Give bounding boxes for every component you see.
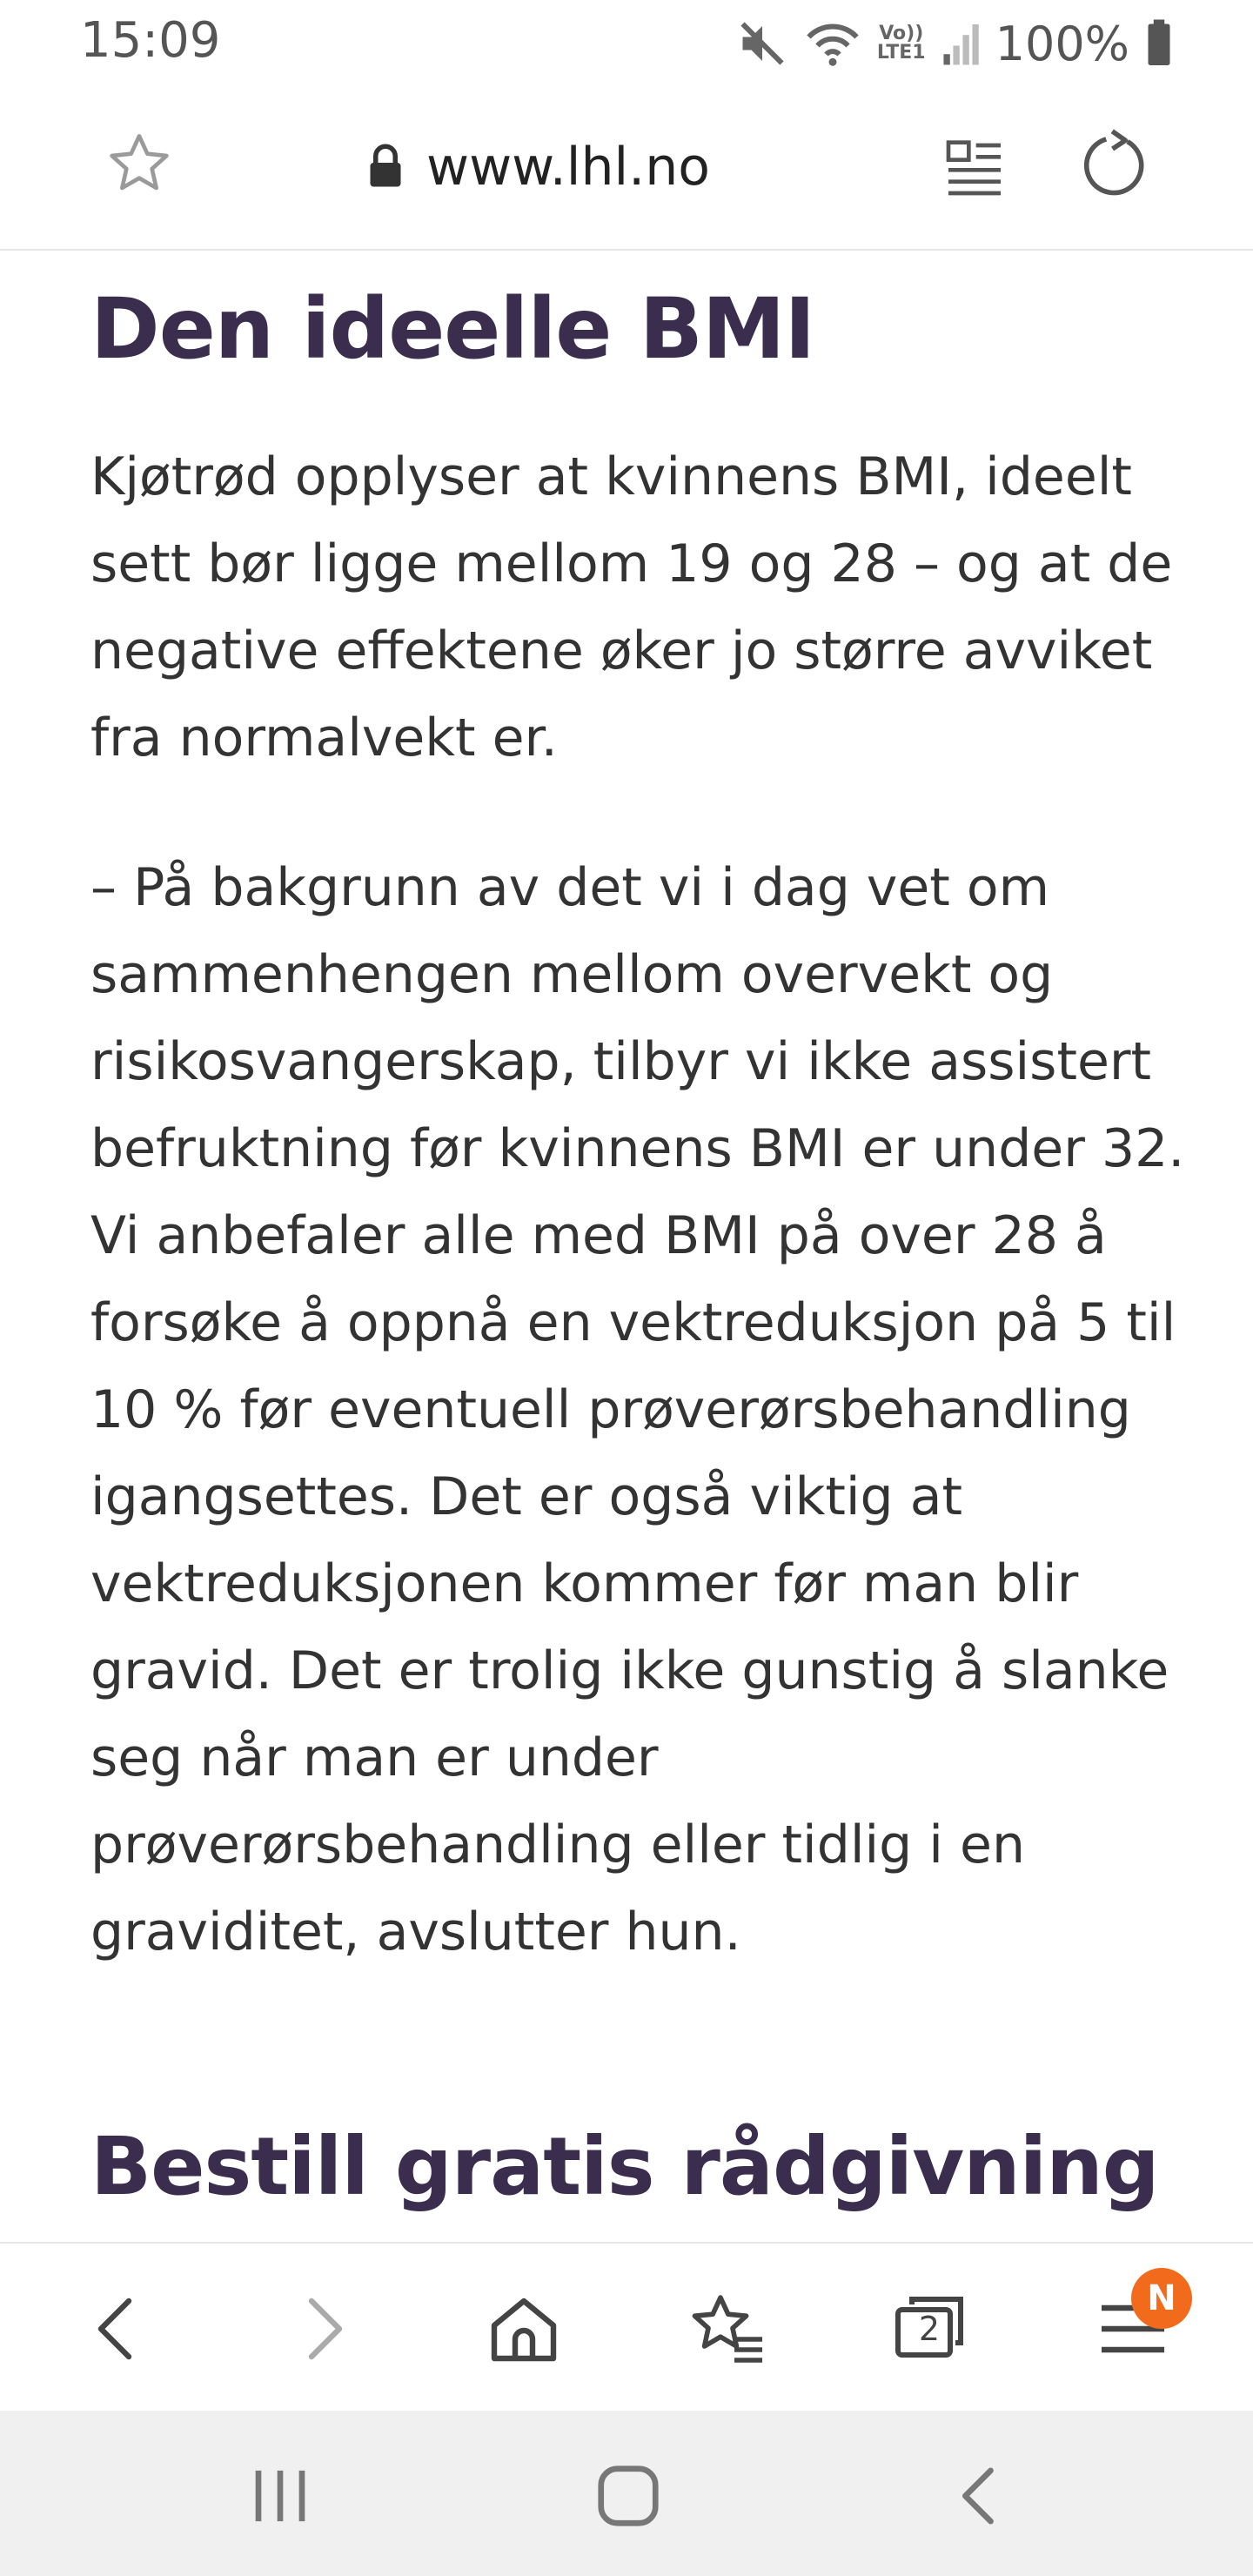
wifi-icon: [804, 17, 861, 70]
article-subheading: Bestill gratis rådgivning: [90, 2120, 1159, 2213]
article: [0, 251, 1253, 2242]
recent-apps-icon[interactable]: [237, 2452, 324, 2539]
nav-back-icon[interactable]: [936, 2452, 1023, 2539]
status-icons: [736, 12, 1173, 75]
star-icon[interactable]: [104, 129, 174, 198]
browser-toolbar: [0, 2242, 1253, 2412]
tabs-count: 2: [918, 2310, 941, 2348]
signal-icon: [941, 17, 980, 70]
battery-percent: 100%: [995, 16, 1129, 71]
forward-icon[interactable]: [280, 2287, 364, 2371]
bookmarks-icon[interactable]: [686, 2287, 769, 2371]
url-bar: [0, 87, 1253, 251]
article-heading: Den ideelle BMI: [90, 280, 815, 378]
lock-icon: [365, 141, 405, 193]
article-paragraph-2: – På bakgrunn av det vi i dag vet om sammenhengen mellom overvekt og risikosvangerskap, tilbyr vi ikke assistert befruktning før kvinnens BMI er under 32. Vi anbefaler alle med BMI på over 28 å forsøke å oppnå en vektreduksjon på 5 til 10 % før eventuell prøverørsbehandling igangsettes. Det er også viktig at vektreduksjonen kommer før man blir gravid. Det er trolig ikke gunstig å slanke seg når man er under prøverørsbehandling eller tidlig i en graviditet, avslutter hun.: [90, 857, 1185, 1962]
mute-icon: [736, 17, 788, 70]
volte-label: Vo)): [879, 23, 924, 44]
system-nav-bar: [0, 2411, 1253, 2576]
lte-label: LTE1: [876, 42, 926, 64]
nav-home-icon[interactable]: [585, 2452, 672, 2539]
reader-mode-icon[interactable]: [940, 132, 1009, 202]
battery-icon: [1145, 17, 1173, 70]
article-paragraph-1: Kjøtrød opplyser at kvinnens BMI, ideelt sett bør ligge mellom 19 og 28 – og at de negative effektene øker jo større avviket fra normalvekt er.: [90, 446, 1173, 768]
menu-badge: N: [1131, 2268, 1192, 2329]
address-field[interactable]: [365, 132, 710, 202]
status-time: 15:09: [80, 12, 221, 69]
url-domain: www.lhl.no: [426, 137, 710, 198]
volte-lte-icon: [877, 24, 926, 63]
home-icon[interactable]: [482, 2287, 566, 2371]
status-bar: [0, 0, 1253, 87]
reload-icon[interactable]: [1077, 129, 1150, 202]
back-icon[interactable]: [77, 2287, 160, 2371]
